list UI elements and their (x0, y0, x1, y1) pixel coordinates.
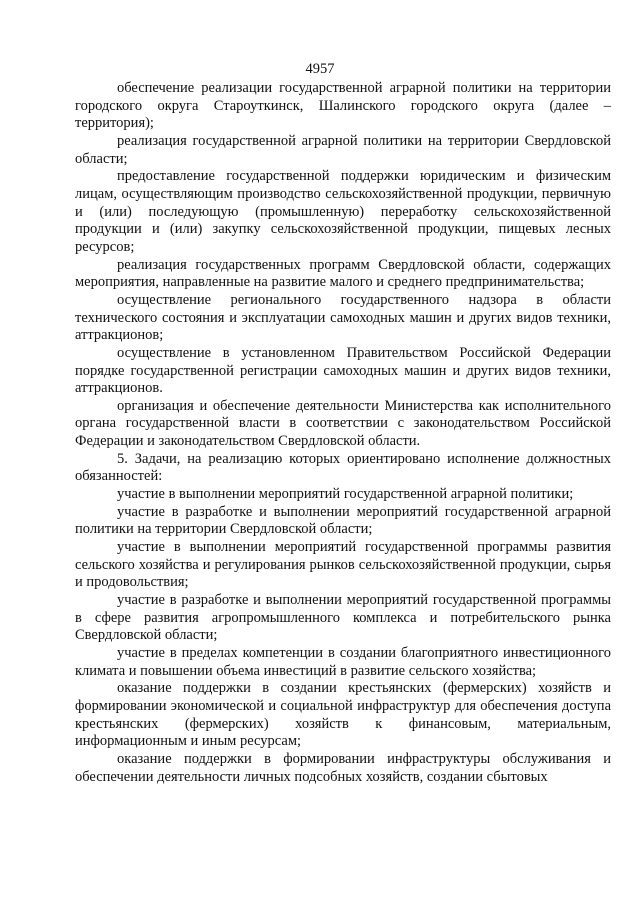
paragraph: реализация государственной аграрной политики на территории Свердловской области; (75, 132, 611, 167)
paragraph: участие в разработке и выполнении мероприятий государственной программы в сфере развития агропромышленного комплекса и потребительского рынка Свердловской области; (75, 592, 611, 644)
paragraph: осуществление в установленном Правительством Российской Федерации порядке государственной регистрации самоходных машин и других видов техники, аттракционов. (75, 344, 611, 397)
paragraph: реализация государственных программ Свердловской области, содержащих мероприятия, направленные на развитие малого и среднего предпринимательства; (75, 256, 611, 291)
paragraph: осуществление регионального государственного надзора в области технического состояния и эксплуатации самоходных машин и других видов техники, аттракционов; (75, 291, 611, 344)
section-heading: 5. Задачи, на реализацию которых ориентировано исполнение должностных обязанностей: (75, 450, 611, 485)
paragraph: организация и обеспечение деятельности Министерства как исполнительного органа государственной власти в соответствии с законодательством Российской Федерации и законодательством Свердловской области. (75, 397, 611, 450)
paragraph: оказание поддержки в создании крестьянских (фермерских) хозяйств и формировании экономической и социальной инфраструктур для обеспечения доступа крестьянских (фермерских) хозяйств к финансовым, материальным, информационным и иным ресурсам; (75, 680, 611, 750)
page-number: 4957 (305, 61, 335, 77)
document-body (75, 80, 611, 786)
paragraph: участие в выполнении мероприятий государственной программы развития сельского хозяйства и регулирования рынков сельскохозяйственной продукции, сырья и продовольствия; (75, 539, 611, 591)
paragraph: предоставление государственной поддержки юридическим и физическим лицам, осуществляющим производство сельскохозяйственной продукции, первичную и (или) последующую (промышленную) переработку сельскохозяйственной продукции и (или) закупку сельскохозяйственной продукции, пищевых лесных ресурсов; (75, 168, 611, 255)
paragraph: участие в выполнении мероприятий государственной аграрной политики; (117, 486, 574, 503)
paragraph: обеспечение реализации государственной аграрной политики на территории городского округа Староуткинск, Шалинского городского округа (далее – территория); (75, 80, 611, 132)
paragraph: участие в разработке и выполнении мероприятий государственной аграрной политики на территории Свердловской области; (75, 503, 611, 538)
paragraph: участие в пределах компетенции в создании благоприятного инвестиционного климата и повышении объема инвестиций в развитие сельского хозяйства; (75, 645, 611, 679)
paragraph: оказание поддержки в формировании инфраструктуры обслуживания и обеспечении деятельности личных подсобных хозяйств, создании сбытовых (75, 750, 611, 785)
